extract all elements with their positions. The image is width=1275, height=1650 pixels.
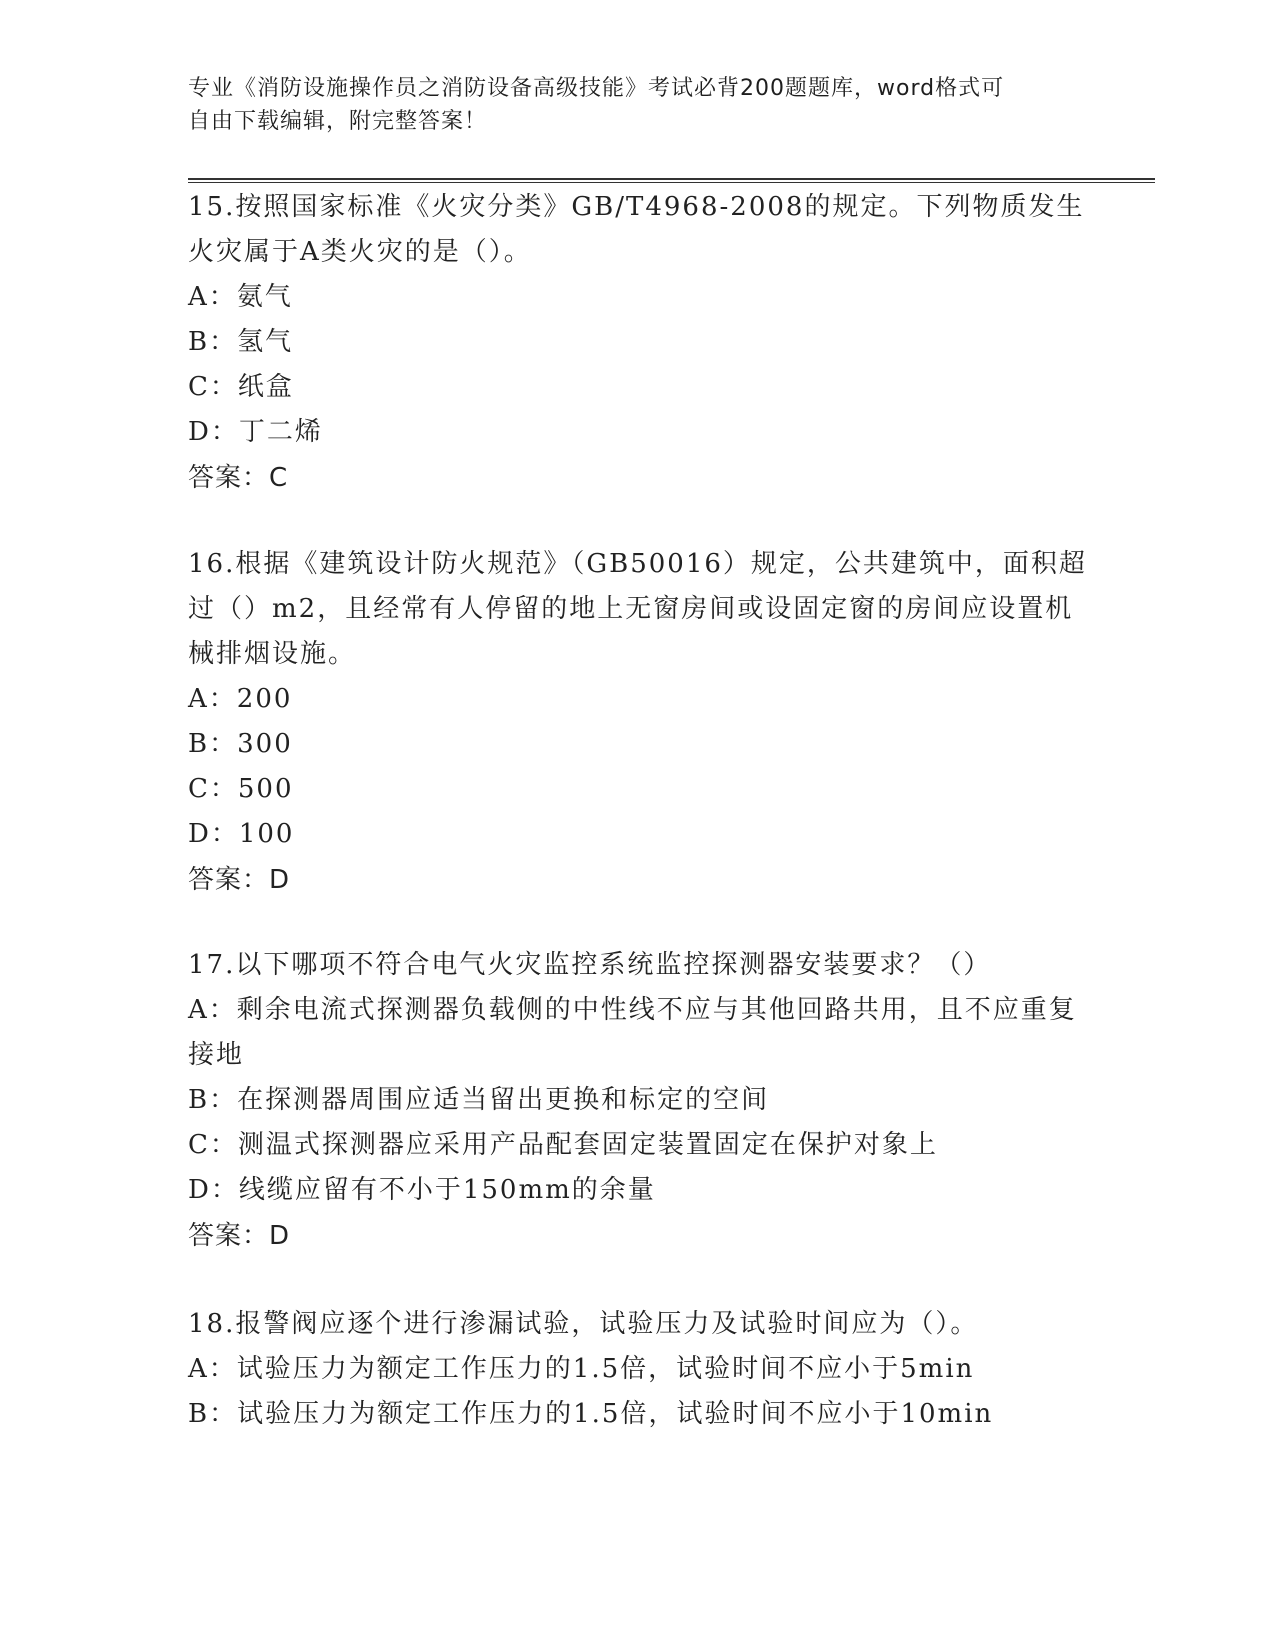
option-b: B：试验压力为额定工作压力的1.5倍，试验时间不应小于10min xyxy=(188,1399,994,1429)
option-d: D：线缆应留有不小于150mm的余量 xyxy=(188,1175,656,1205)
option-c: C：纸盒 xyxy=(188,372,294,402)
option-d: D：丁二烯 xyxy=(188,417,323,447)
option-d: D：100 xyxy=(188,819,295,849)
question-18 xyxy=(188,1302,1088,1437)
option-b: B：300 xyxy=(188,729,293,759)
option-b: B：在探测器周围应适当留出更换和标定的空间 xyxy=(188,1085,770,1115)
option-c: C：500 xyxy=(188,774,294,804)
question-text: 18.报警阀应逐个进行渗漏试验，试验压力及试验时间应为（）。 xyxy=(188,1309,979,1339)
document-header xyxy=(188,72,1068,138)
option-a: A：试验压力为额定工作压力的1.5倍，试验时间不应小于5min xyxy=(188,1354,975,1384)
option-a: A：氨气 xyxy=(188,282,293,312)
question-16 xyxy=(188,542,1088,903)
question-text: 17.以下哪项不符合电气火灾监控系统监控探测器安装要求？（） xyxy=(188,950,992,980)
question-15 xyxy=(188,185,1088,501)
question-text: 16.根据《建筑设计防火规范》（GB50016）规定，公共建筑中，面积超过（）m2，且经常有人停留的地上无窗房间或设固定窗的房间应设置机械排烟设施。 xyxy=(188,549,1087,669)
answer-label: 答案：D xyxy=(188,865,291,895)
option-b: B：氢气 xyxy=(188,327,294,357)
question-text: 15.按照国家标准《火灾分类》GB/T4968-2008的规定。下列物质发生火灾属于A类火灾的是（）。 xyxy=(188,192,1085,267)
option-c: C：测温式探测器应采用产品配套固定装置固定在保护对象上 xyxy=(188,1130,938,1160)
answer-label: 答案：D xyxy=(188,1221,291,1251)
option-a: A：剩余电流式探测器负载侧的中性线不应与其他回路共用，且不应重复接地 xyxy=(188,995,1077,1070)
question-17 xyxy=(188,943,1088,1259)
option-a: A：200 xyxy=(188,684,293,714)
answer-label: 答案：C xyxy=(188,463,289,493)
header-divider xyxy=(188,178,1155,183)
header-line-2: 自由下载编辑，附完整答案！ xyxy=(188,109,488,134)
header-line-1: 专业《消防设施操作员之消防设备高级技能》考试必背200题题库，word格式可 xyxy=(188,76,1005,101)
